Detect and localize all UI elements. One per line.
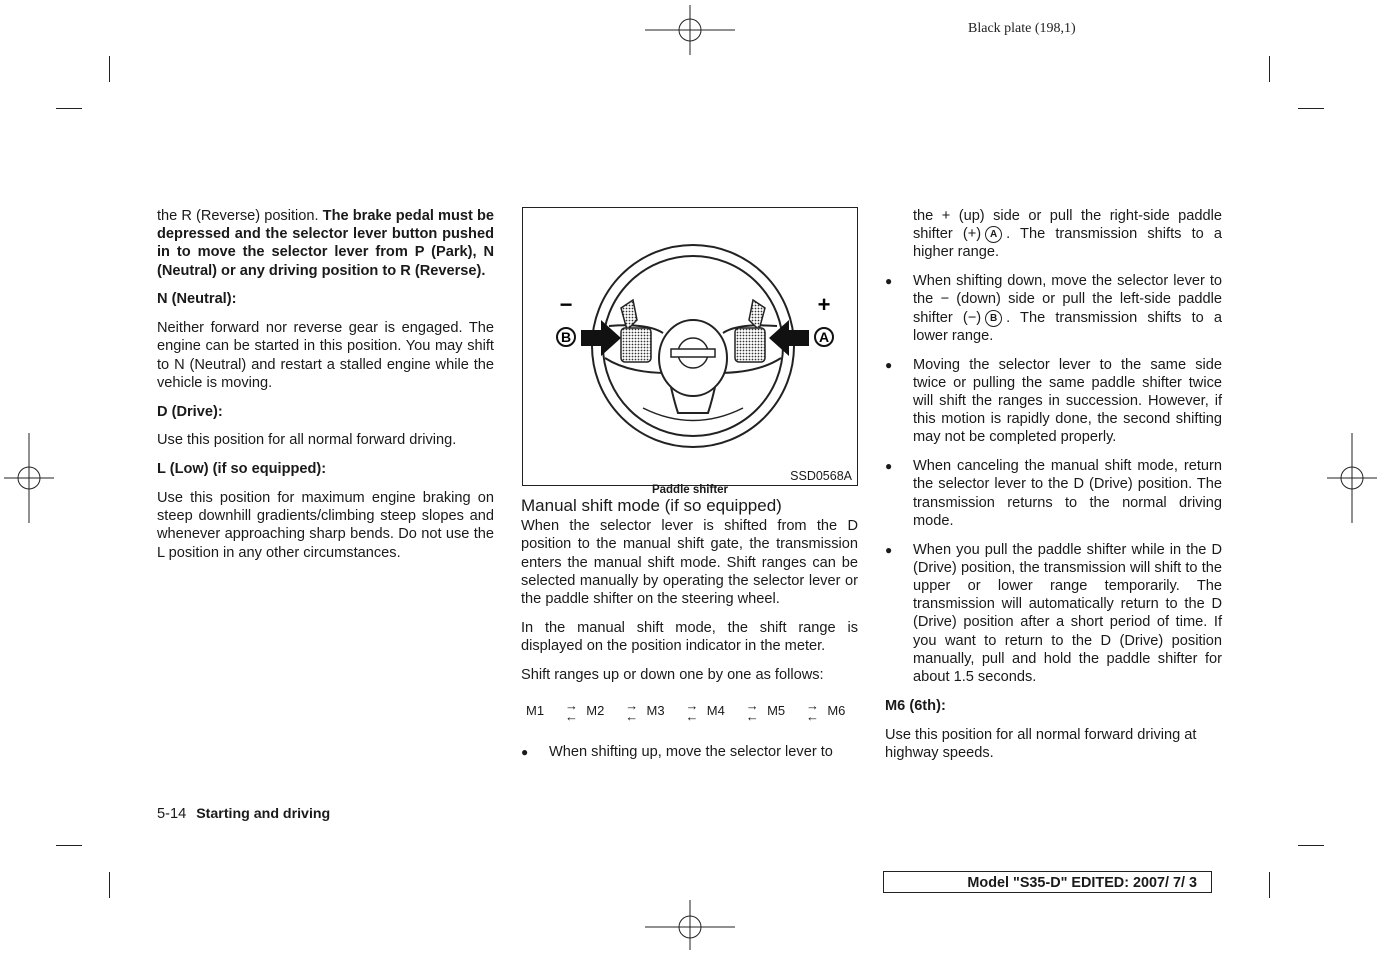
m6-text: Use this position for all normal forward driving at highway speeds. xyxy=(885,726,1197,761)
bullet-same-side: ● Moving the selector lever to the same side twice or pulling the same paddle shifter twice will shift the ranges in succession. However, if this motion is rapidly done, the second shifting may not be completed properly. xyxy=(885,356,1222,446)
range-m1: M1 xyxy=(526,702,545,718)
paddle-shifter-figure xyxy=(522,207,858,486)
bullet-cancel: ● When canceling the manual shift mode, return the selector lever to the D (Drive) position. The transmission returns to the normal driving mode. xyxy=(885,458,1222,529)
neutral-text: Neither forward nor reverse gear is engaged. The engine can be started in this position. You may shift to N (Neutral) and restart a stalled engine while the vehicle is moving. xyxy=(157,320,494,391)
manual-shift-p2: In the manual shift mode, the shift range is displayed on the position indicator in the meter. xyxy=(521,619,858,655)
minus-sign: − xyxy=(559,292,573,317)
low-heading: L (Low) (if so equipped): xyxy=(157,461,327,478)
double-arrow-icon: → ← xyxy=(564,697,578,724)
registration-mark-bottom xyxy=(645,900,735,950)
range-m5: M5 xyxy=(767,702,786,718)
bullet-shift-down: ● When shifting down, move the selector lever to the − (down) side or pull the left-side paddle shifter (−) B . The transmission shifts to a lower range. xyxy=(885,273,1222,344)
page-number: 5-14 xyxy=(157,806,187,822)
bullet-icon: ● xyxy=(885,274,893,289)
registration-mark-top xyxy=(645,5,735,55)
bullet-shift-up: ● When shifting up, move the selector lever to xyxy=(521,743,833,760)
drive-text: Use this position for all normal forward driving. xyxy=(157,432,457,449)
bullet-icon: ● xyxy=(885,542,893,557)
double-arrow-icon: → ← xyxy=(806,697,819,724)
shift-up-continued: the + (up) side or pull the right-side paddle shifter (+) A . The transmission shifts to a higher range. xyxy=(913,208,1222,261)
range-m3: M3 xyxy=(646,702,665,718)
label-a: A xyxy=(818,329,830,345)
bullet-icon: ● xyxy=(885,357,893,372)
m6-heading: M6 (6th): xyxy=(885,697,946,714)
figure-id: SSD0568A xyxy=(790,469,852,483)
circle-b-icon: B xyxy=(985,310,1002,327)
range-m4: M4 xyxy=(706,702,725,718)
range-m6: M6 xyxy=(827,702,846,718)
plate-label: Black plate (198,1) xyxy=(968,21,1076,36)
bullet-icon: ● xyxy=(521,744,529,759)
circle-a-icon: A xyxy=(985,226,1002,243)
intro-bold-text: The brake pedal must be depressed and the selector lever button pushed in to move the selector lever from P (Park), N (Neutral) or any driving position to R (Reverse). xyxy=(157,208,494,279)
bullet-icon: ● xyxy=(885,459,893,474)
steering-wheel-illustration xyxy=(523,208,857,485)
plus-sign: + xyxy=(817,292,831,317)
double-arrow-icon: → ← xyxy=(745,697,759,724)
manual-shift-p3: Shift ranges up or down one by one as follows: xyxy=(521,666,824,683)
figure-caption: Paddle shifter xyxy=(651,484,729,496)
double-arrow-icon: → ← xyxy=(685,697,699,724)
section-name: Starting and driving xyxy=(196,806,331,822)
label-b: B xyxy=(560,329,572,345)
column-left xyxy=(157,207,494,572)
column-middle xyxy=(521,497,858,771)
range-m2: M2 xyxy=(586,702,605,718)
bullet-paddle-in-drive: ● When you pull the paddle shifter while in the D (Drive) position, the transmission will shift to the upper or lower range temporarily. The transmission will automatically return to the D (Drive) position after a short period of time. If you want to return to the D (Drive) position manually, pull and hold the paddle shifter for about 1.5 seconds. xyxy=(885,541,1222,686)
model-edit-box: Model "S35-D" EDITED: 2007/ 7/ 3 xyxy=(883,871,1212,893)
column-right xyxy=(885,207,1222,773)
drive-heading: D (Drive): xyxy=(157,403,223,420)
registration-mark-left xyxy=(4,433,54,523)
double-arrow-icon: → ← xyxy=(625,697,639,724)
page-footer xyxy=(157,806,330,822)
manual-shift-heading: Manual shift mode (if so equipped) xyxy=(521,496,782,515)
intro-paragraph xyxy=(157,207,494,280)
intro-normal-text: the R (Reverse) position. xyxy=(157,208,323,224)
neutral-heading: N (Neutral): xyxy=(157,291,237,308)
registration-mark-right xyxy=(1327,433,1377,523)
shift-sequence xyxy=(526,695,858,727)
low-text: Use this position for maximum engine braking on steep downhill gradients/climbing steep slopes and whenever approaching sharp bends. Do not use the L position in any other circumstances. xyxy=(157,490,494,561)
manual-shift-p1: When the selector lever is shifted from the D position to the manual shift gate, the transmission enters the manual shift mode. Shift ranges can be selected manually by operating the selector lever or the paddle shifter on the steering wheel. xyxy=(521,518,858,608)
